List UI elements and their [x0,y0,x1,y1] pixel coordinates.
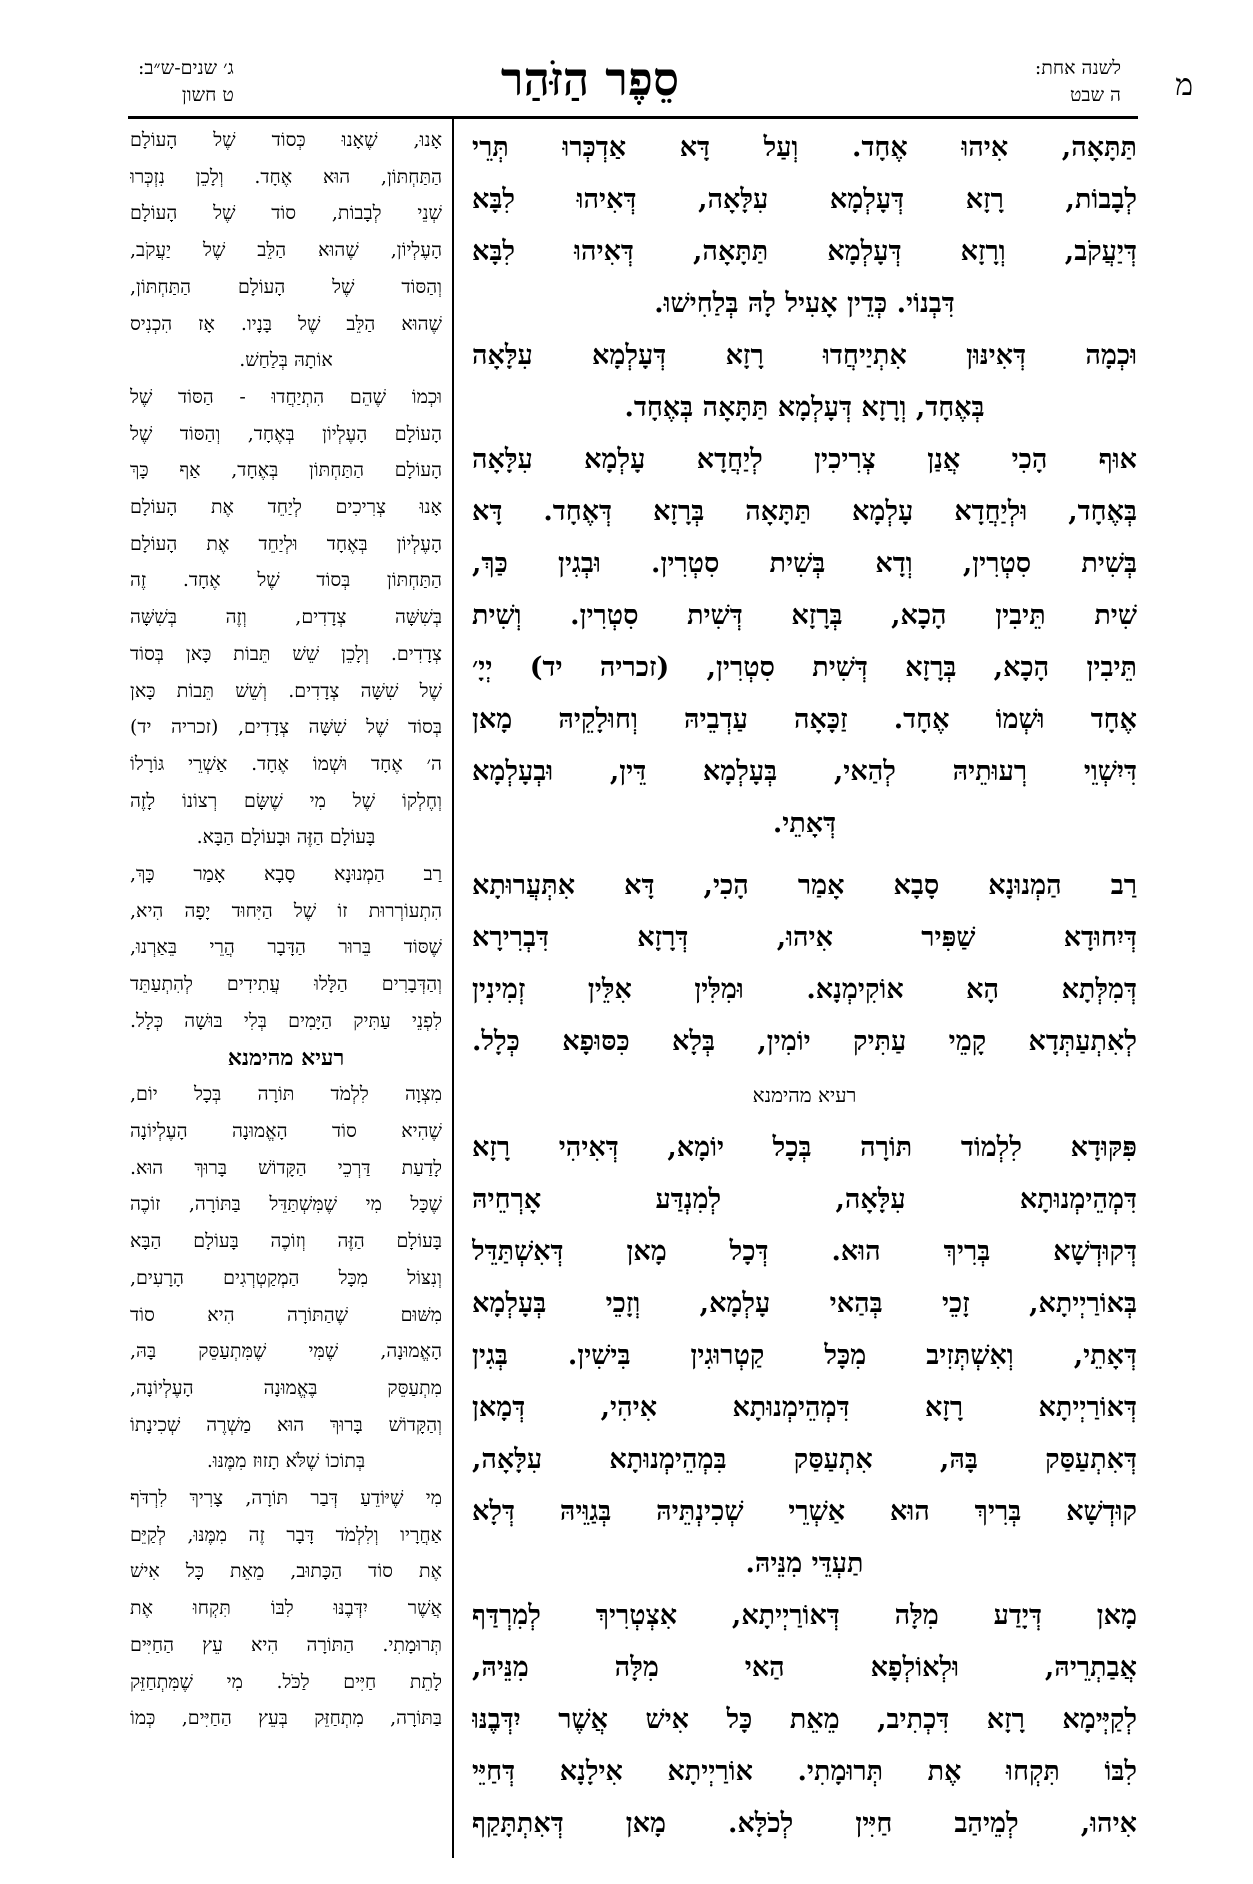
text-line: לִפְנֵי עַתִּיק הַיָּמִים בְּלִי בּוּשָׁה כְּלָל. [130,1009,442,1032]
text-line: אֲבַתְרֵיהּ, וּלְאוֹלְפָא הַאי מִלָּה מִנֵּיהּ, [472,1652,1137,1683]
header-rule [128,116,1138,119]
text-line: הָעוֹלָם הָעֶלְיוֹן בְּאֶחָד, וְהַסּוֹד שֶׁל [130,422,442,445]
text-line: אוּף הָכִי אֲנַן צְרִיכִין לְיַחֲדָא עָלְמָא עִלָּאָה [472,444,1137,475]
text-line: שֶׁהוּא הַלֵּב שֶׁל בָּנָיו. אָז הִכְנִיס [130,312,442,335]
text-line: הָעֶלְיוֹן בְּאֶחָד וּלְיַחֵד אֶת הָעוֹלָם [130,532,442,555]
text-line: בְּאֶחָד, וְרָזָא דְּעָלְמָא תַּתָּאָה בְּאֶחָד. [624,392,985,423]
text-line: אֶחָד וּשְׁמוֹ אֶחָד. זַכָּאָה עַדְבֵיהּ וְחוּלָקֵיהּ מָאן [472,704,1137,735]
column-divider [452,118,454,1858]
text-line: הָעוֹלָם הַתַּחְתּוֹן בְּאֶחָד, אַף כָּךְ [130,459,442,482]
text-line: דִּיִשְׁוֵי רְעוּתֵיהּ לְהַאי, בְּעָלְמָא דֵּין, וּבְעָלְמָא [472,756,1137,787]
text-line: תַּתָּאָה, אִיהוּ אֶחָד. וְעַל דָּא אַדְכְּרוּ תְּרֵי [472,132,1137,163]
text-line: מִצְוָה לִלְמֹד תּוֹרָה בְּכָל יוֹם, [130,1083,442,1106]
text-line: אִיהוּ, לְמֵיהַב חַיִּין לְכֹלָּא. מָאן דְּאִתְתָּקַף [472,1808,1137,1839]
text-line: רַב הַמְנוּנָא סָבָא אָמַר כָּךְ, [130,863,442,886]
text-line: דְּאָתֵי. [772,808,837,839]
text-line: וְנִצּוֹל מִכָּל הַמְקַטְרְגִים הָרָעִים, [130,1266,442,1289]
text-line: בְּשִׁית סִטְרִין, וְדָא בְּשִׁית סִטְרִין. וּבְגִין כַּךְ, [472,548,1137,579]
header-right-label [1035,55,1121,109]
text-line: צְדָדִים. וְלָכֵן שֵׁשׁ תֵּבוֹת כָּאן בְּסוֹד [130,642,442,665]
text-line: מָאן דְּיָדַע מִלָּה דְּאוֹרַיְיתָא, אִצְטְרִיךְ לְמִרְדַּף [472,1600,1137,1631]
text-line: דְּאוֹרַיְיתָא רָזָא דִּמְהֵימְנוּתָא אִיהִי, דְּמָאן [472,1392,1137,1423]
text-line: שֶׁל שִׁשָּׁה צְדָדִים. וְשֵׁשׁ תֵּבוֹת כָּאן [130,679,442,702]
text-line: מִשּׁוּם שֶׁהַתּוֹרָה הִיא סוֹד [130,1303,442,1326]
text-line: שִׁית תֵּיבִין הָכָא, בְּרָזָא דְּשִׁית סִטְרִין. וְשִׁית [472,600,1137,631]
text-line: אֲשֶׁר יִדְּבֶנּוּ לִבּוֹ תִּקְחוּ אֶת [130,1597,442,1620]
text-line: לְקַיְּימָא רָזָא דִּכְתִיב, מֵאֵת כָּל אִישׁ אֲשֶׁר יִדְּבֶנּוּ [472,1704,1137,1735]
text-line: בָּעוֹלָם הַזֶּה וְזוֹכֶה בָּעוֹלָם הַבָּא [130,1230,442,1253]
text-line: אַחֲרָיו וְלִלְמֹד דָּבָר זֶה מִמֶּנּוּ, לְקַיֵּם [130,1523,442,1546]
text-line: הָעֶלְיוֹן, שֶׁהוּא הַלֵּב שֶׁל יַעֲקֹב, [130,239,442,262]
text-line: לְבָבוֹת, רָזָא דְּעָלְמָא עִלָּאָה, דְּאִיהוּ לִבָּא [472,184,1137,215]
header-right-bottom: ה שבט [1069,84,1121,106]
text-line: שֶׁהִיא סוֹד הָאֱמוּנָה הָעֶלְיוֹנָה [130,1119,442,1142]
text-line: דְּיִחוּדָא שַׁפִּיר אִיהוּ, דְּרָזָא דִּבְרִירָא [472,922,1137,953]
page-number: מ [1175,68,1193,103]
text-line: פִּקּוּדָא לִלְמוֹד תּוֹרָה בְּכָל יוֹמָא, דְּאִיהִי רָזָא [472,1132,1137,1163]
text-line: ה׳ אֶחָד וּשְׁמוֹ אֶחָד. אַשְׁרֵי גּוֹרָלוֹ [130,752,442,775]
text-line: אוֹתָהּ בְּלַחַשׁ. [239,349,333,372]
text-line: רַב הַמְנוּנָא סָבָא אָמַר הָכִי, דָּא אִתְּעֲרוּתָא [472,870,1137,901]
text-line: וּכְמָה דְּאִינּוּן אִתְיַיחֲדוּ רָזָא דְּעָלְמָא עִלָּאָה [472,340,1137,371]
text-line: וּכְמוֹ שֶׁהֵם הִתְיַחֲדוּ - הַסּוֹד שֶׁל [130,385,442,408]
text-line: מִתְעַסֵּק בֶּאֱמוּנָה הָעֶלְיוֹנָה, [130,1376,442,1399]
text-line: דִּמְהֵימְנוּתָא עִלָּאָה, לְמִנְדַּע אָרְחֵיהּ [472,1184,1137,1215]
section-heading-hebrew: רעיא מהימנא [227,1044,345,1071]
text-line: דְּאִתְעַסַּק בָּהּ, אִתְעַסַּק בִּמְהֵימְנוּתָא עִלָּאָה, [472,1444,1137,1475]
hebrew-column [130,122,442,1737]
header-left-top: ג׳ שנים-ש״ב: [138,57,234,79]
book-title: סֵפֶר הַזֹּהַר [500,52,680,106]
text-line: דְּקוּדְשָׁא בְּרִיךְ הוּא. דְּכָל מָאן דְּאִשְׁתַּדֵּל [472,1236,1137,1267]
text-line: הַתַּחְתּוֹן, הוּא אֶחָד. וְלָכֵן נִזְכְּרוּ [130,165,442,188]
text-line: הִתְעוֹרְרוּת זוֹ שֶׁל הַיִּחוּד יָפָה הִיא, [130,899,442,922]
text-line: שֶׁכָּל מִי שֶׁמִּשְׁתַּדֵּל בַּתּוֹרָה, זוֹכֶה [130,1193,442,1216]
text-line: בַּתּוֹרָה, מִתְחַזֵּק בְּעֵץ הַחַיִּים, כְּמוֹ [130,1707,442,1730]
header-left-label [138,55,234,109]
text-line: דְּיַעֲקֹב, וְרָזָא דְּעָלְמָא תַּתָּאָה, דְּאִיהוּ לִבָּא [472,236,1137,267]
text-line: וְהַסּוֹד שֶׁל הָעוֹלָם הַתַּחְתּוֹן, [130,275,442,298]
text-line: לָדַעַת דַּרְכֵי הַקָּדוֹשׁ בָּרוּךְ הוּא. [130,1156,442,1179]
text-line: וְחֶלְקוֹ שֶׁל מִי שֶׁשָּׂם רְצוֹנוֹ לָזֶה [130,789,442,812]
text-line: לָתֵת חַיִּים לַכֹּל. מִי שֶׁמִּתְחַזֵּק [130,1670,442,1693]
text-line: בָּעוֹלָם הַזֶּה וּבָעוֹלָם הַבָּא. [196,826,376,849]
text-line: שְׁנֵי לְבָבוֹת, סוֹד שֶׁל הָעוֹלָם [130,202,442,225]
text-line: מִי שֶׁיּוֹדֵעַ דְּבַר תּוֹרָה, צָרִיךְ לִרְדֹּף [130,1487,442,1510]
text-line: אָנוּ, שֶׁאָנוּ כְּסוֹד שֶׁל הָעוֹלָם [130,129,442,151]
header-left-bottom: ט חשון [181,84,234,106]
text-line: בְּסוֹד שֶׁל שִׁשָּׁה צְדָדִים, (זכריה יד) [130,716,442,739]
text-line: דְּמִלְּתָא הָא אוֹקִימְנָא. וּמִלִּין אִלֵּין זְמִינִין [472,974,1137,1005]
section-heading-aramaic: רעיא מהימנא [752,1083,857,1107]
text-line: תֵּיבִין הָכָא, בְּרָזָא דְּשִׁית סִטְרִין, (זכריה יד) יְיָ׳ [472,652,1137,683]
text-line: קוּדְשָׁא בְּרִיךְ הוּא אַשְׁרֵי שְׁכִינְתֵּיהּ בְּגַוֵּיהּ דְּלָא [472,1496,1137,1527]
text-line: וְהַקָּדוֹשׁ בָּרוּךְ הוּא מַשְׁרֶה שְׁכִינָתוֹ [130,1413,442,1436]
header-right-top: לשנה אחת: [1034,57,1121,79]
text-line: הַתַּחְתּוֹן בְּסוֹד שֶׁל אֶחָד. זֶה [130,569,442,592]
text-line: לְאִתְעַתְּדָא קָמֵי עַתִּיק יוֹמִין, בְּלָא כִּסּוּפָא כְּלָל. [472,1026,1137,1057]
text-line: אָנוּ צְרִיכִים לְיַחֵד אֶת הָעוֹלָם [130,496,442,519]
text-line: שֶׁסּוֹד בֵּרוּר הַדָּבָר הֲרֵי בֵּאַרְנוּ, [130,936,442,959]
text-line: וְהַדְּבָרִים הַלָּלוּ עֲתִידִים לְהִתְעַתֵּד [130,973,442,996]
text-line: בְּאֶחָד, וּלְיַחֲדָא עָלְמָא תַּתָּאָה בְּרָזָא דְּאֶחָד. דָּא [472,496,1137,527]
aramaic-column [472,122,1137,1850]
text-line: בְּשִׁשָּׁה צְדָדִים, וְזֶה בְּשִׁשָּׁה [130,606,442,629]
text-line: תְּרוּמָתִי. הַתּוֹרָה הִיא עֵץ הַחַיִּים [130,1633,442,1656]
text-line: דִּבְנוֹי. כְּדֵין אָעִיל לָהּ בְּלַחִישׁוּ. [654,288,955,319]
text-line: בְּאוֹרַיְיתָא, זָכֵי בְּהַאי עָלְמָא, וְזָכֵי בְּעָלְמָא [472,1288,1137,1319]
text-line: בְּתוֹכוֹ שֶׁלֹּא תָזוּז מִמֶּנּוּ. [206,1450,366,1473]
text-line: הָאֱמוּנָה, שֶׁמִּי שֶׁמִּתְעַסֵּק בָּהּ, [130,1340,442,1363]
text-line: דְּאָתֵי, וְאִשְׁתְּזִיב מִכָּל קַטְרוּגִין בִּישִׁין. בְּגִין [472,1340,1137,1371]
text-line: אֶת סוֹד הַכָּתוּב, מֵאֵת כָּל אִישׁ [130,1560,442,1583]
text-line: תַעְדֵּי מִנֵּיהּ. [745,1548,864,1579]
text-line: לִבּוֹ תִּקְחוּ אֶת תְּרוּמָתִי. אוֹרַיְיתָא אִילָנָא דְּחַיֵּי [472,1756,1137,1787]
